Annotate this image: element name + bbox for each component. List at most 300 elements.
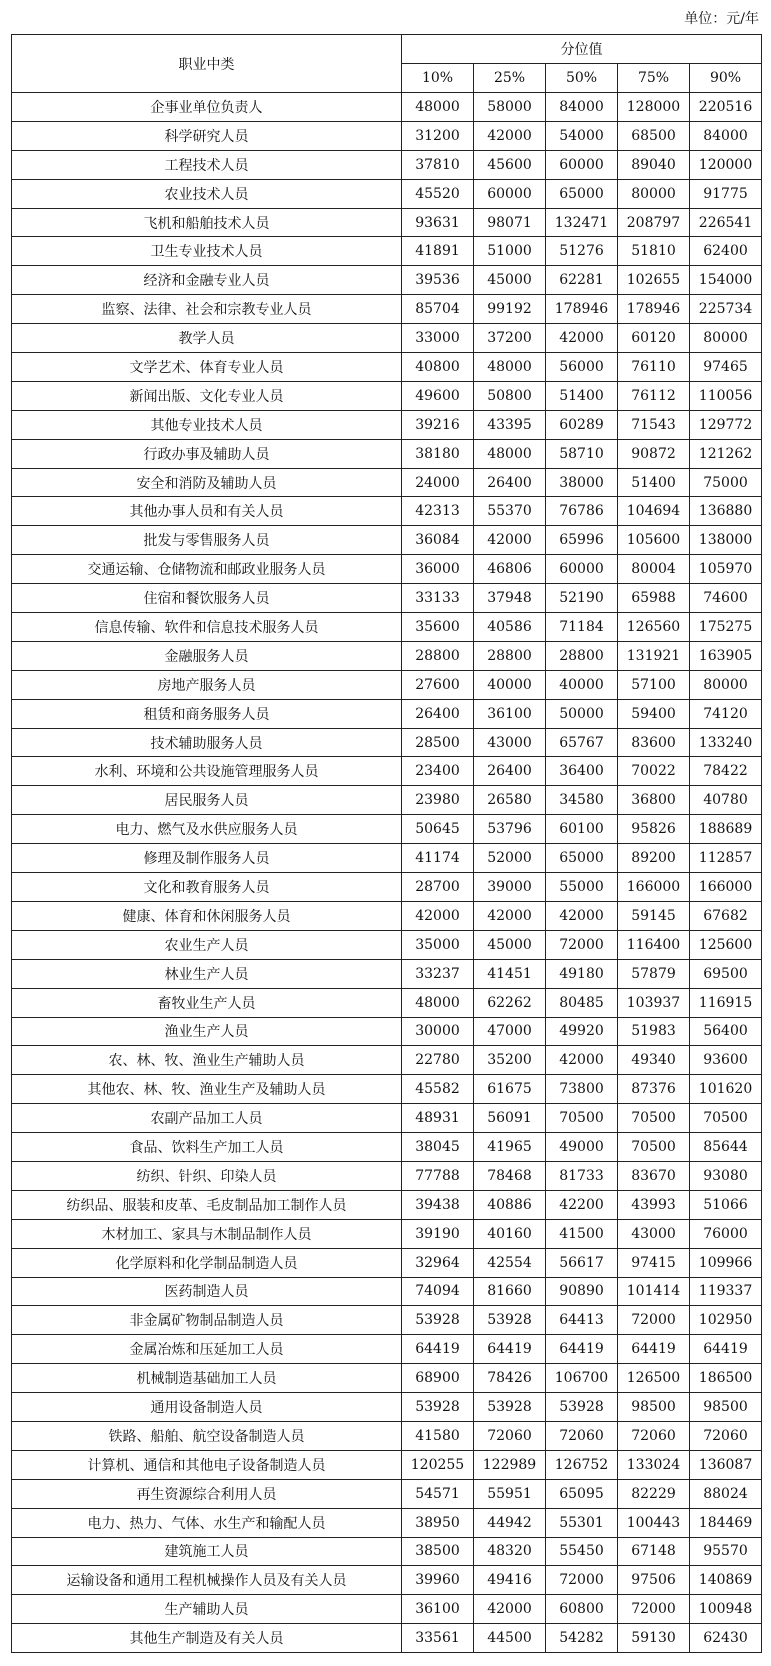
value-cell-p50: 42000	[546, 901, 618, 930]
value-cell-p50: 70500	[546, 1104, 618, 1133]
value-cell-p90: 184469	[690, 1508, 762, 1537]
table-row	[12, 266, 762, 295]
table-row	[12, 641, 762, 670]
occupation-name-cell: 住宿和餐饮服务人员	[12, 584, 402, 613]
value-cell-p90: 95570	[690, 1537, 762, 1566]
table-row	[12, 1393, 762, 1422]
occupation-name-cell: 文化和教育服务人员	[12, 873, 402, 902]
table-row	[12, 1335, 762, 1364]
value-cell-p10: 27600	[402, 670, 474, 699]
value-cell-p25: 53796	[474, 815, 546, 844]
table-row	[12, 237, 762, 266]
value-cell-p50: 81733	[546, 1161, 618, 1190]
value-cell-p75: 178946	[618, 295, 690, 324]
value-cell-p75: 82229	[618, 1479, 690, 1508]
value-cell-p25: 39000	[474, 873, 546, 902]
value-cell-p50: 65000	[546, 179, 618, 208]
table-row	[12, 1046, 762, 1075]
table-row	[12, 121, 762, 150]
value-cell-p75: 57100	[618, 670, 690, 699]
value-cell-p25: 98071	[474, 208, 546, 237]
value-cell-p10: 36084	[402, 526, 474, 555]
table-row	[12, 526, 762, 555]
value-cell-p50: 53928	[546, 1393, 618, 1422]
value-cell-p50: 80485	[546, 988, 618, 1017]
value-cell-p90: 51066	[690, 1190, 762, 1219]
value-cell-p10: 30000	[402, 1017, 474, 1046]
value-cell-p25: 35200	[474, 1046, 546, 1075]
table-row	[12, 1219, 762, 1248]
value-cell-p50: 65767	[546, 728, 618, 757]
occupation-name-cell: 农业技术人员	[12, 179, 402, 208]
percentile-header-p25: 25%	[474, 64, 546, 93]
occupation-name-cell: 渔业生产人员	[12, 1017, 402, 1046]
value-cell-p25: 55370	[474, 497, 546, 526]
value-cell-p25: 52000	[474, 844, 546, 873]
value-cell-p25: 26400	[474, 757, 546, 786]
value-cell-p90: 56400	[690, 1017, 762, 1046]
value-cell-p75: 65988	[618, 584, 690, 613]
value-cell-p50: 38000	[546, 468, 618, 497]
value-cell-p50: 76786	[546, 497, 618, 526]
value-cell-p25: 42000	[474, 901, 546, 930]
value-cell-p50: 71184	[546, 613, 618, 642]
table-row	[12, 988, 762, 1017]
value-cell-p75: 83670	[618, 1161, 690, 1190]
table-row	[12, 728, 762, 757]
table-row	[12, 1479, 762, 1508]
value-cell-p50: 36400	[546, 757, 618, 786]
value-cell-p50: 42000	[546, 324, 618, 353]
value-cell-p50: 64413	[546, 1306, 618, 1335]
value-cell-p90: 80000	[690, 324, 762, 353]
value-cell-p10: 23980	[402, 786, 474, 815]
value-cell-p25: 37948	[474, 584, 546, 613]
occupation-name-cell: 行政办事及辅助人员	[12, 439, 402, 468]
value-cell-p50: 60800	[546, 1595, 618, 1624]
value-cell-p10: 33237	[402, 959, 474, 988]
value-cell-p10: 33561	[402, 1624, 474, 1653]
table-row	[12, 786, 762, 815]
value-cell-p10: 68900	[402, 1364, 474, 1393]
value-cell-p50: 132471	[546, 208, 618, 237]
value-cell-p50: 50000	[546, 699, 618, 728]
value-cell-p75: 208797	[618, 208, 690, 237]
value-cell-p25: 44942	[474, 1508, 546, 1537]
value-cell-p50: 49180	[546, 959, 618, 988]
value-cell-p75: 104694	[618, 497, 690, 526]
table-row	[12, 1306, 762, 1335]
value-cell-p10: 36100	[402, 1595, 474, 1624]
value-cell-p10: 24000	[402, 468, 474, 497]
value-cell-p90: 93080	[690, 1161, 762, 1190]
value-cell-p25: 56091	[474, 1104, 546, 1133]
value-cell-p75: 98500	[618, 1393, 690, 1422]
value-cell-p75: 70500	[618, 1133, 690, 1162]
value-cell-p25: 61675	[474, 1075, 546, 1104]
value-cell-p10: 45520	[402, 179, 474, 208]
table-row	[12, 959, 762, 988]
value-cell-p25: 43000	[474, 728, 546, 757]
table-body	[12, 93, 762, 1653]
value-cell-p25: 122989	[474, 1450, 546, 1479]
occupation-name-cell: 工程技术人员	[12, 150, 402, 179]
percentile-header-p75: 75%	[618, 64, 690, 93]
occupation-name-cell: 交通运输、仓储物流和邮政业服务人员	[12, 555, 402, 584]
occupation-name-cell: 非金属矿物制品制造人员	[12, 1306, 402, 1335]
value-cell-p75: 126500	[618, 1364, 690, 1393]
occupation-name-cell: 纺织品、服装和皮革、毛皮制品加工制作人员	[12, 1190, 402, 1219]
value-cell-p25: 45600	[474, 150, 546, 179]
occupation-name-cell: 电力、燃气及水供应服务人员	[12, 815, 402, 844]
value-cell-p25: 41965	[474, 1133, 546, 1162]
occupation-name-cell: 教学人员	[12, 324, 402, 353]
occupation-name-cell: 机械制造基础加工人员	[12, 1364, 402, 1393]
value-cell-p75: 105600	[618, 526, 690, 555]
value-cell-p50: 55450	[546, 1537, 618, 1566]
value-cell-p50: 42200	[546, 1190, 618, 1219]
value-cell-p25: 40586	[474, 613, 546, 642]
value-cell-p50: 34580	[546, 786, 618, 815]
value-cell-p50: 51400	[546, 381, 618, 410]
value-cell-p90: 112857	[690, 844, 762, 873]
value-cell-p50: 90890	[546, 1277, 618, 1306]
percentile-header-p50: 50%	[546, 64, 618, 93]
value-cell-p90: 125600	[690, 930, 762, 959]
value-cell-p10: 39960	[402, 1566, 474, 1595]
value-cell-p90: 166000	[690, 873, 762, 902]
table-row	[12, 1566, 762, 1595]
value-cell-p75: 90872	[618, 439, 690, 468]
value-cell-p10: 64419	[402, 1335, 474, 1364]
value-cell-p50: 65000	[546, 844, 618, 873]
value-cell-p75: 128000	[618, 93, 690, 122]
occupation-name-cell: 农、林、牧、渔业生产辅助人员	[12, 1046, 402, 1075]
value-cell-p75: 76110	[618, 353, 690, 382]
value-cell-p25: 40000	[474, 670, 546, 699]
value-cell-p10: 50645	[402, 815, 474, 844]
table-row	[12, 1537, 762, 1566]
value-cell-p25: 53928	[474, 1393, 546, 1422]
value-cell-p90: 78422	[690, 757, 762, 786]
table-row	[12, 1624, 762, 1653]
value-cell-p90: 76000	[690, 1219, 762, 1248]
value-cell-p25: 42000	[474, 1595, 546, 1624]
value-cell-p25: 72060	[474, 1421, 546, 1450]
value-cell-p25: 78426	[474, 1364, 546, 1393]
table-row	[12, 1161, 762, 1190]
value-cell-p75: 59400	[618, 699, 690, 728]
value-cell-p10: 39536	[402, 266, 474, 295]
value-cell-p75: 126560	[618, 613, 690, 642]
value-cell-p75: 60120	[618, 324, 690, 353]
value-cell-p90: 88024	[690, 1479, 762, 1508]
value-cell-p90: 62400	[690, 237, 762, 266]
occupation-name-cell: 科学研究人员	[12, 121, 402, 150]
value-cell-p75: 70022	[618, 757, 690, 786]
value-cell-p50: 62281	[546, 266, 618, 295]
value-cell-p25: 48320	[474, 1537, 546, 1566]
table-row	[12, 1190, 762, 1219]
value-cell-p25: 42000	[474, 121, 546, 150]
percentile-group-header: 分位值	[402, 35, 762, 64]
value-cell-p10: 22780	[402, 1046, 474, 1075]
value-cell-p75: 97415	[618, 1248, 690, 1277]
value-cell-p90: 40780	[690, 786, 762, 815]
value-cell-p75: 59130	[618, 1624, 690, 1653]
value-cell-p10: 40800	[402, 353, 474, 382]
occupation-name-cell: 其他专业技术人员	[12, 410, 402, 439]
table-row	[12, 150, 762, 179]
value-cell-p50: 51276	[546, 237, 618, 266]
table-row	[12, 584, 762, 613]
occupation-name-cell: 健康、体育和休闲服务人员	[12, 901, 402, 930]
value-cell-p75: 71543	[618, 410, 690, 439]
occupation-name-cell: 其他农、林、牧、渔业生产及辅助人员	[12, 1075, 402, 1104]
value-cell-p50: 49000	[546, 1133, 618, 1162]
table-row	[12, 1104, 762, 1133]
occupation-name-cell: 计算机、通信和其他电子设备制造人员	[12, 1450, 402, 1479]
value-cell-p90: 154000	[690, 266, 762, 295]
value-cell-p25: 41451	[474, 959, 546, 988]
value-cell-p10: 93631	[402, 208, 474, 237]
value-cell-p25: 78468	[474, 1161, 546, 1190]
value-cell-p75: 72000	[618, 1306, 690, 1335]
value-cell-p10: 35600	[402, 613, 474, 642]
table-row	[12, 1133, 762, 1162]
value-cell-p50: 106700	[546, 1364, 618, 1393]
value-cell-p90: 64419	[690, 1335, 762, 1364]
occupation-name-cell: 其他办事人员和有关人员	[12, 497, 402, 526]
table-row	[12, 844, 762, 873]
table-row	[12, 873, 762, 902]
value-cell-p90: 120000	[690, 150, 762, 179]
value-cell-p90: 67682	[690, 901, 762, 930]
value-cell-p10: 28800	[402, 641, 474, 670]
value-cell-p75: 89200	[618, 844, 690, 873]
value-cell-p10: 39438	[402, 1190, 474, 1219]
value-cell-p10: 35000	[402, 930, 474, 959]
value-cell-p25: 60000	[474, 179, 546, 208]
value-cell-p25: 48000	[474, 353, 546, 382]
occupation-name-cell: 化学原料和化学制品制造人员	[12, 1248, 402, 1277]
occupation-name-cell: 铁路、船舶、航空设备制造人员	[12, 1421, 402, 1450]
value-cell-p10: 42000	[402, 901, 474, 930]
value-cell-p75: 80004	[618, 555, 690, 584]
value-cell-p90: 225734	[690, 295, 762, 324]
value-cell-p50: 28800	[546, 641, 618, 670]
table-row	[12, 555, 762, 584]
occupation-name-cell: 林业生产人员	[12, 959, 402, 988]
table-row	[12, 670, 762, 699]
value-cell-p90: 140869	[690, 1566, 762, 1595]
value-cell-p10: 26400	[402, 699, 474, 728]
value-cell-p25: 49416	[474, 1566, 546, 1595]
value-cell-p25: 62262	[474, 988, 546, 1017]
value-cell-p25: 47000	[474, 1017, 546, 1046]
value-cell-p90: 220516	[690, 93, 762, 122]
value-cell-p25: 53928	[474, 1306, 546, 1335]
value-cell-p75: 103937	[618, 988, 690, 1017]
occupation-name-cell: 水利、环境和公共设施管理服务人员	[12, 757, 402, 786]
value-cell-p90: 121262	[690, 439, 762, 468]
value-cell-p25: 55951	[474, 1479, 546, 1508]
value-cell-p75: 51400	[618, 468, 690, 497]
value-cell-p90: 72060	[690, 1421, 762, 1450]
table-row	[12, 439, 762, 468]
value-cell-p50: 72000	[546, 1566, 618, 1595]
value-cell-p90: 74600	[690, 584, 762, 613]
value-cell-p90: 105970	[690, 555, 762, 584]
value-cell-p50: 52190	[546, 584, 618, 613]
value-cell-p90: 119337	[690, 1277, 762, 1306]
value-cell-p90: 188689	[690, 815, 762, 844]
value-cell-p90: 93600	[690, 1046, 762, 1075]
value-cell-p25: 45000	[474, 930, 546, 959]
value-cell-p50: 40000	[546, 670, 618, 699]
occupation-name-cell: 金融服务人员	[12, 641, 402, 670]
occupation-name-cell: 安全和消防及辅助人员	[12, 468, 402, 497]
value-cell-p25: 26580	[474, 786, 546, 815]
percentile-header-p90: 90%	[690, 64, 762, 93]
value-cell-p50: 178946	[546, 295, 618, 324]
value-cell-p90: 163905	[690, 641, 762, 670]
value-cell-p90: 136880	[690, 497, 762, 526]
value-cell-p75: 51983	[618, 1017, 690, 1046]
occupation-name-cell: 经济和金融专业人员	[12, 266, 402, 295]
table-row	[12, 179, 762, 208]
table-row	[12, 93, 762, 122]
value-cell-p90: 70500	[690, 1104, 762, 1133]
value-cell-p90: 84000	[690, 121, 762, 150]
table-row	[12, 1508, 762, 1537]
occupation-name-cell: 技术辅助服务人员	[12, 728, 402, 757]
occupation-name-cell: 金属冶炼和压延加工人员	[12, 1335, 402, 1364]
value-cell-p10: 42313	[402, 497, 474, 526]
value-cell-p75: 57879	[618, 959, 690, 988]
value-cell-p75: 102655	[618, 266, 690, 295]
value-cell-p25: 99192	[474, 295, 546, 324]
value-cell-p90: 74120	[690, 699, 762, 728]
occupation-name-cell: 通用设备制造人员	[12, 1393, 402, 1422]
value-cell-p10: 41580	[402, 1421, 474, 1450]
occupation-name-cell: 修理及制作服务人员	[12, 844, 402, 873]
value-cell-p25: 58000	[474, 93, 546, 122]
occupation-name-cell: 再生资源综合利用人员	[12, 1479, 402, 1508]
value-cell-p75: 51810	[618, 237, 690, 266]
value-cell-p10: 74094	[402, 1277, 474, 1306]
value-cell-p25: 42000	[474, 526, 546, 555]
value-cell-p75: 67148	[618, 1537, 690, 1566]
unit-label: 单位：元/年	[684, 11, 759, 27]
value-cell-p90: 85644	[690, 1133, 762, 1162]
table-row	[12, 1248, 762, 1277]
table-row	[12, 208, 762, 237]
value-cell-p50: 84000	[546, 93, 618, 122]
value-cell-p90: 186500	[690, 1364, 762, 1393]
value-cell-p90: 91775	[690, 179, 762, 208]
value-cell-p75: 68500	[618, 121, 690, 150]
value-cell-p10: 53928	[402, 1393, 474, 1422]
value-cell-p50: 64419	[546, 1335, 618, 1364]
value-cell-p10: 39216	[402, 410, 474, 439]
value-cell-p10: 37810	[402, 150, 474, 179]
value-cell-p50: 54000	[546, 121, 618, 150]
value-cell-p10: 48931	[402, 1104, 474, 1133]
salary-percentile-table	[11, 34, 762, 1653]
value-cell-p10: 32964	[402, 1248, 474, 1277]
percentile-header-p10: 10%	[402, 64, 474, 93]
table-row	[12, 295, 762, 324]
occupation-name-cell: 畜牧业生产人员	[12, 988, 402, 1017]
value-cell-p75: 80000	[618, 179, 690, 208]
value-cell-p10: 39190	[402, 1219, 474, 1248]
value-cell-p75: 43000	[618, 1219, 690, 1248]
value-cell-p75: 83600	[618, 728, 690, 757]
value-cell-p25: 64419	[474, 1335, 546, 1364]
value-cell-p75: 166000	[618, 873, 690, 902]
value-cell-p50: 55301	[546, 1508, 618, 1537]
value-cell-p90: 116915	[690, 988, 762, 1017]
value-cell-p90: 98500	[690, 1393, 762, 1422]
value-cell-p75: 95826	[618, 815, 690, 844]
value-cell-p10: 48000	[402, 988, 474, 1017]
table-row	[12, 1421, 762, 1450]
value-cell-p90: 110056	[690, 381, 762, 410]
value-cell-p75: 131921	[618, 641, 690, 670]
table-row	[12, 410, 762, 439]
value-cell-p90: 136087	[690, 1450, 762, 1479]
value-cell-p10: 45582	[402, 1075, 474, 1104]
value-cell-p10: 54571	[402, 1479, 474, 1508]
value-cell-p50: 60289	[546, 410, 618, 439]
occupation-name-cell: 农副产品加工人员	[12, 1104, 402, 1133]
occupation-name-cell: 纺织、针织、印染人员	[12, 1161, 402, 1190]
value-cell-p50: 58710	[546, 439, 618, 468]
value-cell-p90: 102950	[690, 1306, 762, 1335]
value-cell-p90: 226541	[690, 208, 762, 237]
value-cell-p25: 46806	[474, 555, 546, 584]
table-row	[12, 1277, 762, 1306]
value-cell-p90: 69500	[690, 959, 762, 988]
value-cell-p50: 65095	[546, 1479, 618, 1508]
occupation-name-cell: 卫生专业技术人员	[12, 237, 402, 266]
table-row	[12, 613, 762, 642]
value-cell-p75: 70500	[618, 1104, 690, 1133]
value-cell-p90: 129772	[690, 410, 762, 439]
value-cell-p25: 42554	[474, 1248, 546, 1277]
value-cell-p90: 80000	[690, 670, 762, 699]
value-cell-p10: 33133	[402, 584, 474, 613]
value-cell-p90: 175275	[690, 613, 762, 642]
table-row	[12, 1450, 762, 1479]
value-cell-p10: 53928	[402, 1306, 474, 1335]
value-cell-p10: 38500	[402, 1537, 474, 1566]
value-cell-p50: 72060	[546, 1421, 618, 1450]
occupation-name-cell: 企事业单位负责人	[12, 93, 402, 122]
occupation-name-cell: 飞机和船舶技术人员	[12, 208, 402, 237]
table-row	[12, 353, 762, 382]
value-cell-p10: 85704	[402, 295, 474, 324]
value-cell-p90: 138000	[690, 526, 762, 555]
value-cell-p10: 38180	[402, 439, 474, 468]
value-cell-p50: 54282	[546, 1624, 618, 1653]
occupation-name-cell: 建筑施工人员	[12, 1537, 402, 1566]
occupation-name-cell: 信息传输、软件和信息技术服务人员	[12, 613, 402, 642]
value-cell-p75: 49340	[618, 1046, 690, 1075]
value-cell-p75: 36800	[618, 786, 690, 815]
table-row	[12, 757, 762, 786]
